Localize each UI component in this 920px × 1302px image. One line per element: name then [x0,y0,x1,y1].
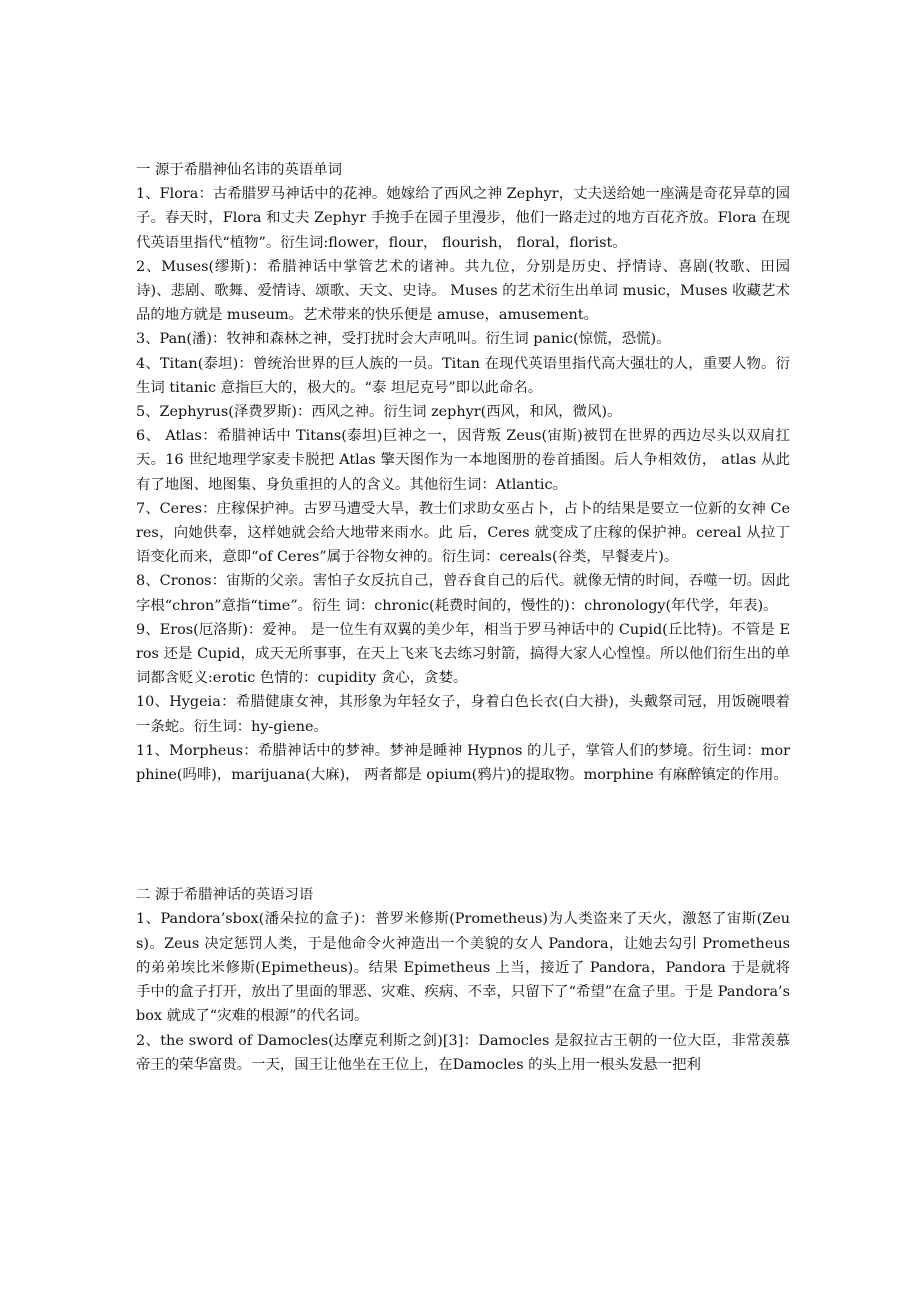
paragraph-cronos: 8、Cronos：宙斯的父亲。害怕子女反抗自己，曾吞食自己的后代。就像无情的时间，吞噬一切。因此字根“chron”意指“time”。衍生 词：chronic(耗费时间的，慢性的)：chronology(年代学，年表)。 [136,573,790,614]
paragraph-morpheus: 11、Morpheus：希腊神话中的梦神。梦神是睡神 Hypnos 的儿子，掌管人们的梦境。衍生词：morphine(吗啡)，marijuana(大麻)， 两者都是 opium(鸦片)的提取物。morphine 有麻醉镇定的作用。 [136,742,790,784]
section-heading: 一 源于希腊神仙名讳的英语单词 [136,162,343,178]
paragraph-ceres: 7、Ceres：庄稼保护神。古罗马遭受大旱，教士们求助女巫占卜，占卜的结果是要立一位新的女神 Ceres，向她供奉，这样她就会给大地带来雨水。此 后，Ceres 就变成了庄稼的保护神。cereal 从拉丁语变化而来，意即“of Ceres”属于谷物女神的。衍生词：cereals(谷类，早餐麦片)。 [136,500,790,566]
section-heading: 二 源于希腊神话的英语习语 [136,887,314,904]
paragraph-atlas: 6、 Atlas：希腊神话中 Titans(泰坦)巨神之一，因背叛 Zeus(宙斯)被罚在世界的西边尽头以双肩扛天。16 世纪地理学家麦卡脱把 Atlas 擎天图作为一本地图册的卷首插图。后人争相效仿， atlas 从此有了地图、地图集、身负重担的人的含义。其他衍生词：Atlantic。 [136,428,790,493]
paragraph-zephyrus: 5、Zephyrus(泽费罗斯)：西风之神。衍生词 zephyr(西风，和风，微风)。 [136,404,622,421]
paragraph-eros: 9、Eros(厄洛斯)：爱神。 是一位生有双翼的美少年，相当于罗马神话中的 Cupid(丘比特)。不管是 Eros 还是 Cupid，成天无所事事，在天上飞来飞去练习射箭，搞得大家人心惶惶。所以他们衍生出的单词都含贬义:erotic 色情的：cupidity 贪心，贪婪。 [136,621,790,687]
paragraph-pan: 3、Pan(潘)：牧神和森林之神，受打扰时会大声吼叫。衍生词 panic(惊慌，恐慌)。 [136,331,671,348]
paragraph-hygeia: 10、Hygeia：希腊健康女神，其形象为年轻女子，身着白色长衣(白大褂)，头戴祭司冠，用饭碗喂着一条蛇。衍生词：hy-giene。 [136,694,790,735]
paragraph-titan: 4、Titan(泰坦)：曾统治世界的巨人族的一员。Titan 在现代英语里指代高大强壮的人，重要人物。衍生词 titanic 意指巨大的，极大的。“泰 坦尼克号”即以此命名。 [136,355,790,396]
paragraph-sword-of-damocles: 2、the sword of Damocles(达摩克利斯之剑)[3]：Damocles 是叙拉古王朝的一位大臣，非常羡慕帝王的荣华富贵。一天，国王让他坐在王位上，在Damocles 的头上用一根头发悬一把利 [136,1032,790,1073]
document-page [136,158,790,1077]
section-greek-god-names [136,158,790,787]
paragraph-flora: 1、Flora：古希腊罗马神话中的花神。她嫁给了西风之神 Zephyr，丈夫送给她一座满是奇花异草的园子。春天时，Flora 和丈夫 Zephyr 手挽手在园子里漫步，他们一路走过的地方百花齐放。Flora 在现代英语里指代“植物”。衍生词:flower，flour， flourish， floral，florist。 [136,186,790,251]
paragraph-muses: 2、Muses(缪斯)：希腊神话中掌管艺术的诸神。共九位，分别是历史、抒情诗、喜剧(牧歌、田园诗)、悲剧、歌舞、爱情诗、颂歌、天文、史诗。 Muses 的艺术衍生出单词 music，Muses 收藏艺术品的地方就是 museum。艺术带来的快乐便是 amuse，amusement。 [136,258,790,324]
paragraph-pandoras-box: 1、Pandora’sbox(潘朵拉的盒子)：普罗米修斯(Prometheus)为人类盗来了天火，激怒了宙斯(Zeus)。Zeus 决定惩罚人类，于是他命令火神造出一个美貌的女人 Pandora，让她去勾引 Prometheus 的弟弟埃比米修斯(Epimetheus)。结果 Epimetheus 上当，接近了 Pandora，Pandora 于是就将手中的盒子打开，放出了里面的罪恶、灾难、疾病、不幸，只留下了“希望”在盒子里。于是 Pandora’s box 就成了“灾难的根源”的代名词。 [136,911,790,1025]
section-greek-myth-idioms [136,883,790,1077]
